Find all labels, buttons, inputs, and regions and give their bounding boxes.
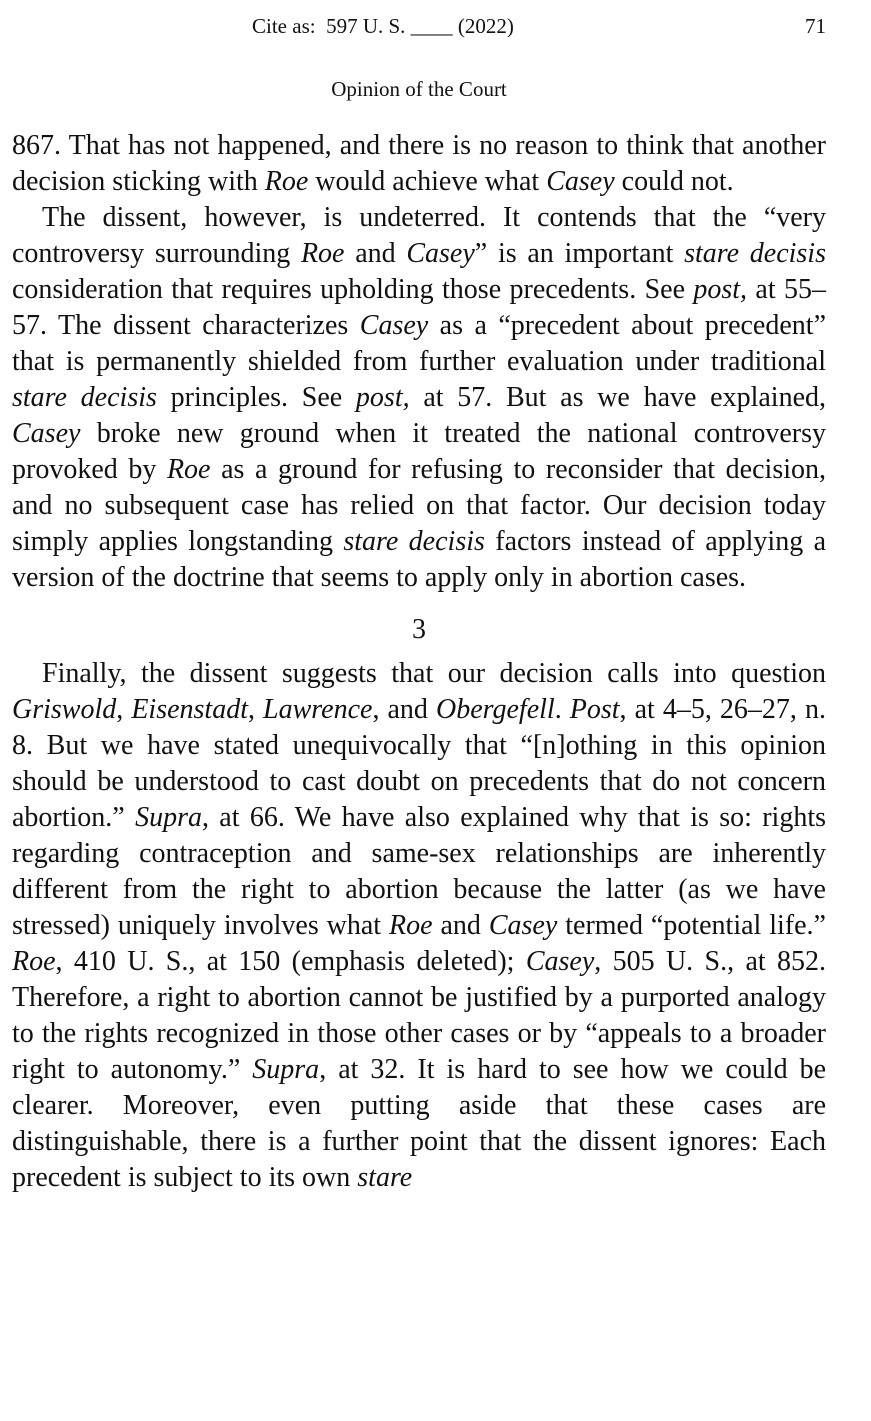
- italic-text: Casey: [488, 910, 558, 941]
- paragraph: [12, 128, 826, 200]
- text-run: would achieve what: [308, 166, 547, 197]
- opinion-label: Opinion of the Court: [331, 77, 507, 101]
- italic-text: stare decisis: [684, 238, 826, 269]
- text-run: .: [554, 694, 570, 725]
- italic-text: Roe: [389, 910, 433, 941]
- text-run: , 410 U. S., at 150 (emphasis deleted);: [55, 946, 526, 977]
- italic-text: post,: [693, 274, 748, 305]
- text-run: as a ground for refusing to reconsider that decision, and no subsequent case has relied on that factor. Our decision today simply applies longstanding: [12, 454, 826, 557]
- text-run: and: [432, 910, 489, 941]
- text-run: could not.: [614, 166, 734, 197]
- text-run: ,: [116, 694, 132, 725]
- italic-text: Roe: [264, 166, 309, 197]
- text-run: at 57. But as we have explained,: [409, 382, 827, 413]
- text-run: at 55–57. The dissent characterizes: [12, 274, 826, 341]
- text-run: , at 4–5, 26–27, n. 8. But we have stated unequivocally that “[n]othing in this opinion should be understood to cast doubt on precedents that do not concern abortion.”: [12, 694, 826, 833]
- text-run: broke new ground when it treated the national controversy provoked by: [12, 418, 826, 485]
- text-run: The dissent, however, is undeterred. It contends that the “very controversy surrounding: [12, 202, 826, 269]
- text-run: 867. That has not happened, and there is no reason to think that another decision sticking with: [12, 130, 826, 197]
- text-run: factors instead of applying a version of the doctrine that seems to apply only in abortion cases.: [12, 526, 826, 593]
- page-number: 71: [805, 14, 826, 38]
- section-number: 3: [412, 614, 426, 645]
- text-run: as a “precedent about precedent” that is permanently shielded from further evaluation under traditional: [12, 310, 826, 377]
- italic-text: Supra: [252, 1054, 320, 1085]
- italic-text: Supra: [135, 802, 202, 833]
- italic-text: Casey: [546, 166, 615, 197]
- text-run: ” is an important: [474, 238, 685, 269]
- text-run: termed “potential life.”: [557, 910, 826, 941]
- italic-text: stare decisis: [343, 526, 485, 557]
- italic-text: stare decisis: [12, 382, 157, 413]
- italic-text: post,: [355, 382, 410, 413]
- opinion-body: [12, 128, 826, 1196]
- text-run: ,: [247, 694, 264, 725]
- paragraph: [12, 656, 826, 1196]
- italic-text: Casey: [525, 946, 595, 977]
- running-header: [0, 12, 871, 42]
- italic-text: Roe: [12, 946, 56, 977]
- text-run: consideration that requires upholding those precedents. See: [12, 274, 694, 305]
- citation: Cite as: 597 U. S. ____ (2022): [252, 14, 514, 38]
- italic-text: Casey: [359, 310, 429, 341]
- text-run: and: [344, 238, 407, 269]
- italic-text: Roe: [166, 454, 211, 485]
- text-run: , and: [372, 694, 436, 725]
- italic-text: stare: [357, 1162, 413, 1193]
- paragraph: [12, 200, 826, 596]
- italic-text: Casey: [406, 238, 475, 269]
- text-run: Finally, the dissent suggests that our decision calls into question: [42, 658, 826, 689]
- italic-text: Lawrence: [263, 694, 373, 725]
- text-run: , 505 U. S., at 852. Therefore, a right to abortion cannot be justified by a purported analogy to the rights recognized in those other cases or by “appeals to a broader right to autonomy.”: [12, 946, 826, 1085]
- italic-text: Post: [569, 694, 620, 725]
- text-run: , at 32. It is hard to see how we could be clearer. Moreover, even putting aside that these cases are distinguishable, there is a further point that the dissent ignores: Each precedent is subject to its own: [12, 1054, 826, 1193]
- italic-text: Eisenstadt: [131, 694, 248, 725]
- italic-text: Obergefell: [436, 694, 555, 725]
- text-run: principles. See: [156, 382, 356, 413]
- italic-text: Roe: [300, 238, 345, 269]
- text-run: , at 66. We have also explained why that is so: rights regarding contraception and same-sex relationships are inherently different from the right to abortion because the latter (as we have stressed) uniquely involves what: [12, 802, 826, 941]
- italic-text: Casey: [12, 418, 81, 449]
- italic-text: Griswold: [12, 694, 117, 725]
